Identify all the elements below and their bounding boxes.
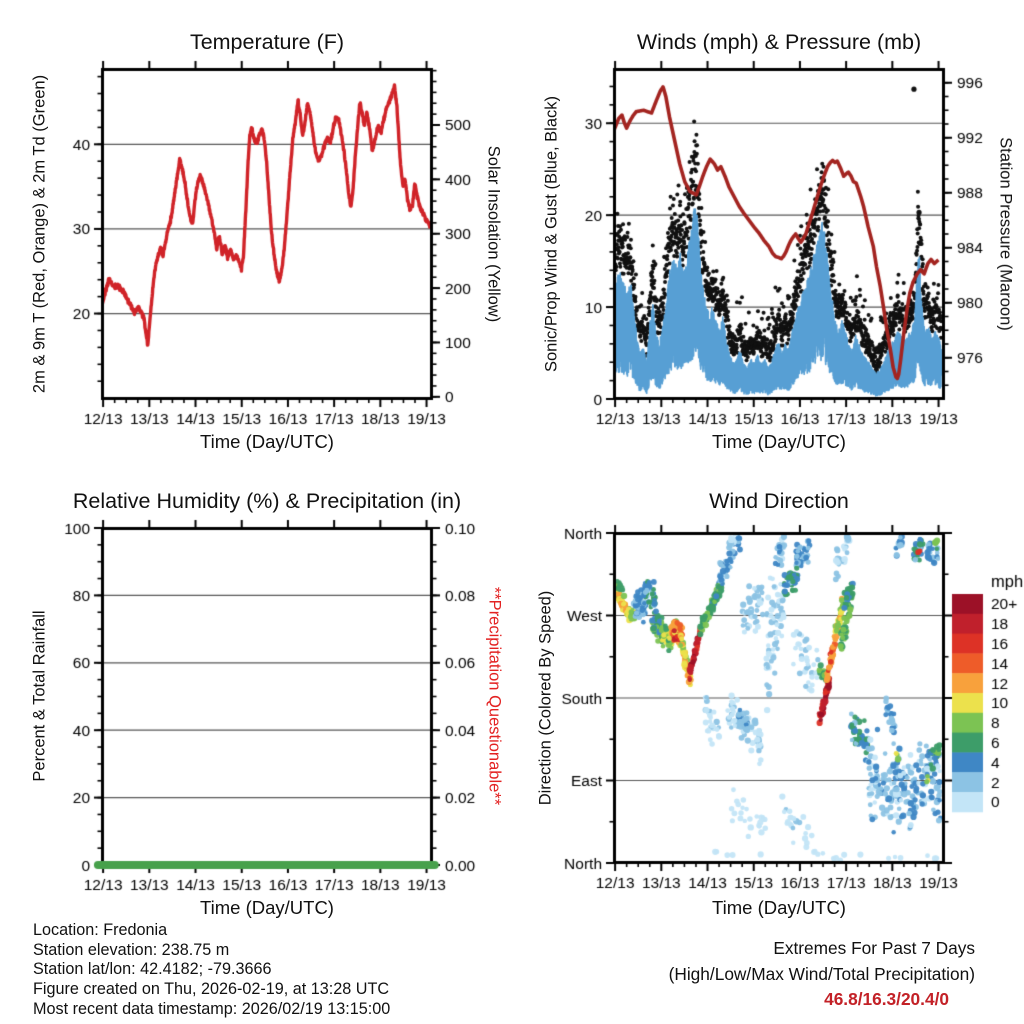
station-pressure-axis-label: Station Pressure (Maroon) — [996, 137, 1015, 331]
percent-rainfall-y-axis-label: Percent & Total Rainfall — [30, 610, 49, 782]
extremes-values: 46.8/16.3/20.4/0 — [824, 989, 949, 1010]
extremes-subtitle: (High/Low/Max Wind/Total Precipitation) — [668, 963, 975, 984]
humidity-precip-chart-title: Relative Humidity (%) & Precipitation (in) — [72, 489, 462, 513]
humidity-x-axis-label: Time (Day/UTC) — [200, 897, 334, 918]
extremes-block — [669, 936, 975, 1013]
footer-latlon: Station lat/lon: 42.4182; -79.3666 — [33, 960, 272, 979]
wind-direction-y-axis-label: Direction (Colored By Speed) — [536, 590, 555, 806]
precipitation-questionable-label: **Precipitation Questionable** — [485, 586, 504, 806]
extremes-title: Extremes For Past 7 Days — [773, 938, 975, 958]
winds-pressure-chart-title: Winds (mph) & Pressure (mb) — [636, 30, 922, 54]
temperature-chart-title: Temperature (F) — [189, 30, 345, 54]
footer-elevation: Station elevation: 238.75 m — [33, 940, 230, 959]
wind-direction-chart-title: Wind Direction — [709, 489, 849, 513]
temperature-x-axis-label: Time (Day/UTC) — [200, 431, 334, 452]
footer-location: Location: Fredonia — [33, 921, 168, 939]
solar-insolation-axis-label: Solar Insolation (Yellow) — [484, 145, 503, 323]
winds-x-axis-label: Time (Day/UTC) — [712, 431, 846, 452]
temperature-y-axis-label: 2m & 9m T (Red, Orange) & 2m Td (Green) — [30, 74, 49, 394]
wind-gust-y-axis-label: Sonic/Prop Wind & Gust (Blue, Black) — [542, 95, 561, 373]
footer-timestamp: Most recent data timestamp: 2026/02/19 13:15:00 — [33, 999, 391, 1018]
wind-direction-x-axis-label: Time (Day/UTC) — [712, 897, 846, 918]
footer-created: Figure created on Thu, 2026-02-19, at 13:28 UTC — [33, 980, 390, 999]
station-info-footer — [33, 921, 390, 1020]
